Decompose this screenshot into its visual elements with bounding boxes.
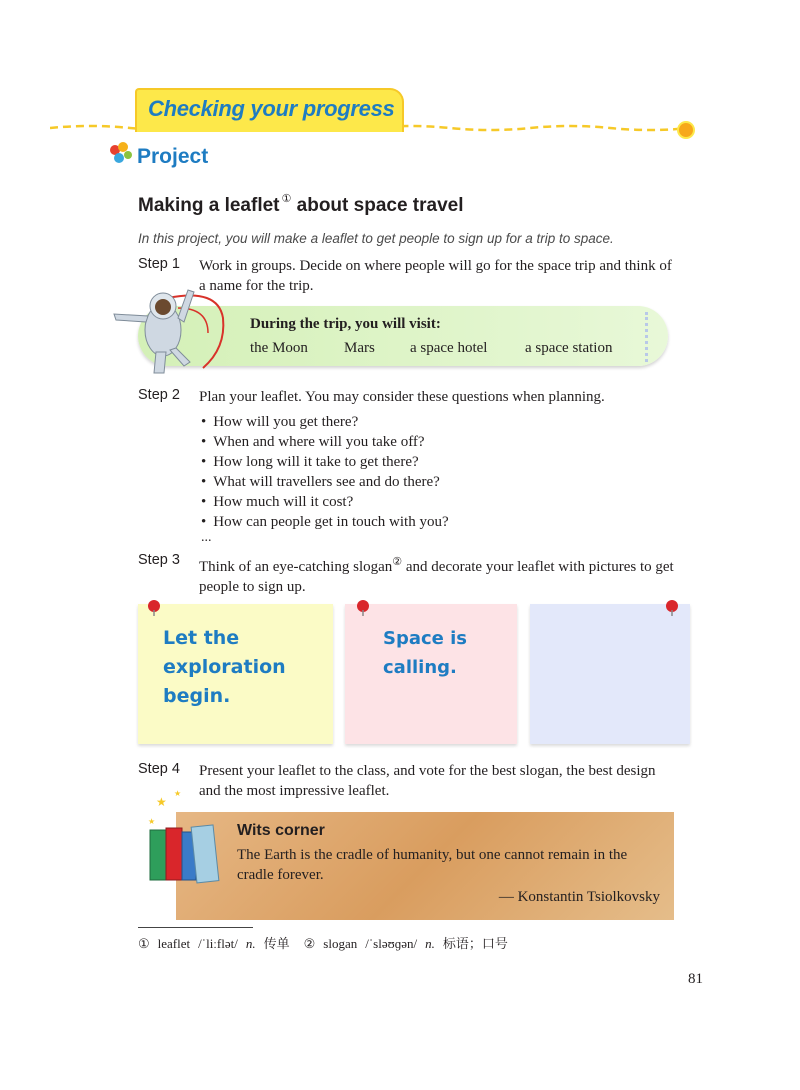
- ellipsis: ...: [201, 530, 212, 545]
- list-item: • How much will it cost?: [199, 492, 449, 512]
- question-list: [199, 412, 449, 532]
- pushpin-icon: [355, 600, 371, 616]
- list-item: • How long will it take to get there?: [199, 452, 449, 472]
- visit-title: During the trip, you will visit:: [250, 316, 441, 332]
- page-heading: [138, 192, 464, 217]
- wits-title: Wits corner: [237, 822, 325, 839]
- visit-place: a space hotel: [410, 340, 488, 356]
- step-3-label: Step 3: [138, 552, 180, 568]
- step-2-label: Step 2: [138, 387, 180, 403]
- footnote-marker: ①: [281, 193, 292, 205]
- footnote-pos: n.: [245, 936, 256, 951]
- wits-quote: The Earth is the cradle of humanity, but one cannot remain in the cradle forever.: [237, 847, 628, 883]
- astronaut-icon: [108, 278, 238, 378]
- step-2-text: Plan your leaflet. You may consider these questions when planning.: [199, 389, 605, 405]
- footnote-word: slogan: [323, 936, 358, 951]
- footnote-marker: ②: [392, 556, 403, 568]
- step-1-label: Step 1: [138, 256, 180, 272]
- list-item: • What will travellers see and do there?: [199, 472, 449, 492]
- svg-text:★: ★: [174, 789, 182, 798]
- slogan-line: exploration: [163, 656, 286, 678]
- slogan-line: Space is: [383, 628, 468, 649]
- list-item: • When and where will you take off?: [199, 432, 449, 452]
- intro-text: In this project, you will make a leaflet to get people to sign up for a trip to space.: [138, 231, 614, 246]
- slogan-line: begin.: [163, 685, 231, 707]
- visit-place: the Moon: [250, 340, 308, 356]
- wits-author: — Konstantin Tsiolkovsky: [498, 889, 660, 905]
- step-1-text: Work in groups. Decide on where people will go for the space trip and think of a name for the trip.: [199, 258, 672, 294]
- svg-text:★: ★: [148, 817, 156, 826]
- books-icon: [146, 788, 236, 888]
- section-title: Project: [137, 145, 209, 168]
- slogan-text: [163, 624, 286, 711]
- pushpin-icon: [146, 600, 162, 616]
- visit-place: a space station: [525, 340, 613, 356]
- footnote-number: ②: [303, 936, 316, 951]
- step-4-label: Step 4: [138, 761, 180, 777]
- footnote-rule: [138, 927, 253, 928]
- visit-box-dashed-edge: [645, 312, 648, 362]
- page-number: 81: [688, 971, 703, 987]
- footnote-pos: n.: [425, 936, 435, 951]
- slogan-line: calling.: [383, 657, 457, 678]
- step-3-text-before: Think of an eye-catching slogan: [199, 559, 393, 575]
- heading-text: Making a leaflet: [138, 195, 280, 216]
- slogan-note-empty: [530, 604, 690, 744]
- footnote-meaning: 传单: [263, 936, 290, 951]
- banner-title: Checking your progress: [148, 96, 395, 121]
- footnotes: [138, 933, 516, 952]
- list-item: • How will you get there?: [199, 412, 449, 432]
- footnote-word: leaflet: [157, 936, 191, 951]
- pushpin-icon: [664, 600, 680, 616]
- banner-dot-icon: [677, 121, 695, 139]
- footnote-number: ①: [138, 936, 150, 951]
- step-3-text: [199, 552, 679, 597]
- list-item: • How can people get in touch with you?: [199, 512, 449, 532]
- step-4-text: Present your leaflet to the class, and vote for the best slogan, the best design and the most impressive leaflet.: [199, 763, 656, 799]
- svg-text:★: ★: [156, 795, 167, 809]
- visit-place: Mars: [344, 340, 375, 356]
- slogan-text: [383, 624, 467, 682]
- step-3-text-after: and decorate your leaflet with pictures to get people to sign up.: [199, 559, 674, 595]
- heading-text-after: about space travel: [296, 195, 464, 216]
- footnote-meaning: 标语；口号: [442, 936, 508, 951]
- slogan-line: Let the: [163, 627, 240, 649]
- footnote-ipa: /ˈliːflət/: [198, 936, 238, 951]
- footnote-ipa: /ˈsləʊɡən/: [365, 936, 418, 951]
- hands-icon: [106, 138, 136, 168]
